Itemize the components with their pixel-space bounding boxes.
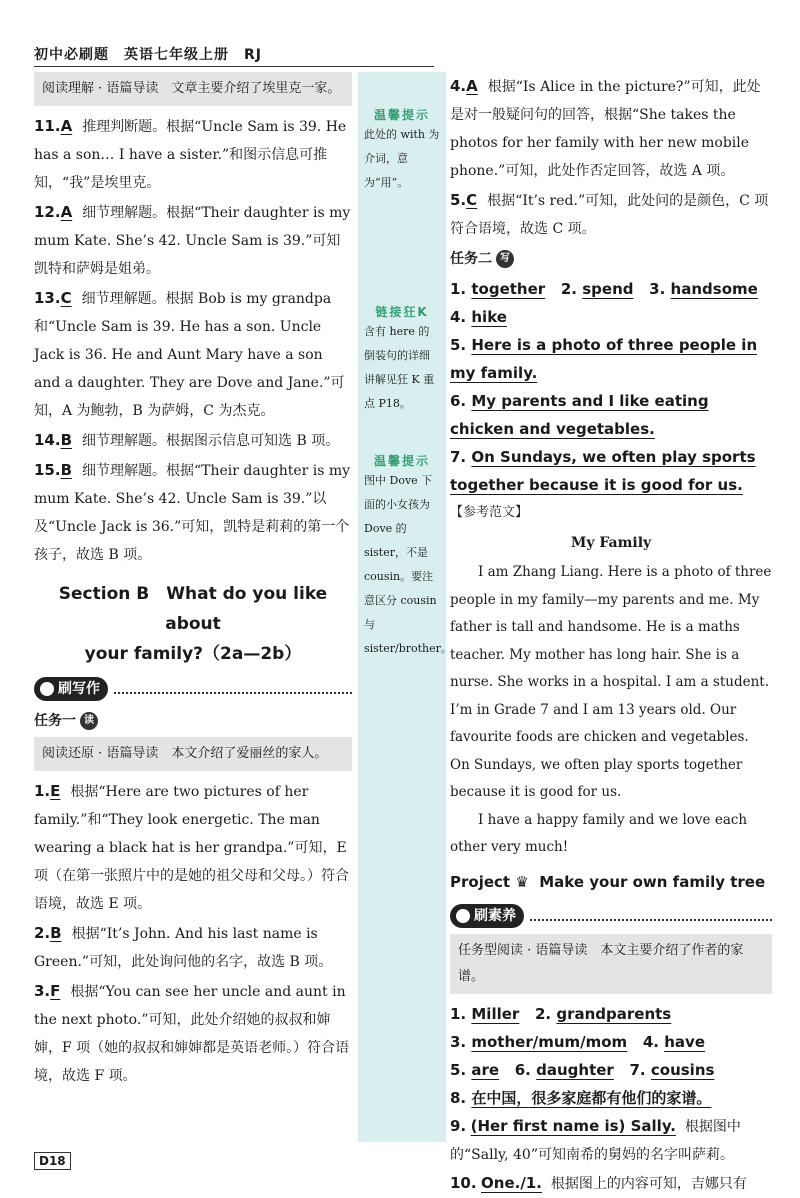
pen-icon [40,682,54,696]
answer-item: 3.F 根据“You can see her uncle and aunt in the next photo.”可知，此处介绍她的叔叔和婶婶，F 项（她的叔叔和婶婶都是英语老师。）符合语境，故选 F 项。 [34,982,350,1084]
answer-row: 10. One./1. 根据图上的内容可知，吉娜只有 [450,1173,747,1192]
header-rule [34,66,434,67]
dotted-divider [114,684,352,694]
model-essay: I am Zhang Liang. Here is a photo of three people in my family—my parents and me. My father is tall and handsome. He is a maths teacher. My mother has long hair. She is a nurse. She works in a hospital. I am a student. I’m in Grade 7 and I am 13 years old. Our favourite foods are chicken and vegetables. On Sundays, we often play sports together because it is good for us. I have a happy family and we love each other very much! [450,564,772,855]
answer-row: 4. hike [450,308,507,326]
answer-row: 6. My parents and I like eating chicken and vegetables. [450,392,709,438]
tip-block: 温馨提示 图中 Dove 下面的小女孩为 Dove 的 sister，不是 cousin。要注意区分 cousin 与 sister/brother。 [364,454,452,655]
read-icon: 读 [80,712,98,730]
literacy-tag: 刷素养 [450,904,524,928]
literacy-tag-bar [450,904,772,928]
reading-intro-box: 阅读理解 · 语篇导读 文章主要介绍了埃里克一家。 [34,72,352,106]
answer-row: 1. Miller 2. grandparents [450,1004,672,1023]
answer-item: 13.C 细节理解题。根据 Bob is my grandpa 和“Uncle Sam is 39. He has a son. Uncle Jack is 36. He and Aunt Mary have a son and a daughter. They are Dove and Jane.”可知，A 为鲍勃，B 为萨姆，C 为杰克。 [34,289,345,419]
answer-item: 14.B 细节理解题。根据图示信息可知选 B 项。 [34,431,340,449]
answer-item: 1.E 根据“Here are two pictures of her family.”和“They look energetic. The man wearing a black hat is her grandpa.”可知，E 项（在第一张照片中的是她的祖父母和父母。）符合语境，故选 E 项。 [34,782,349,912]
answer-item: 12.A 细节理解题。根据“Their daughter is my mum Kate. She’s 42. Uncle Sam is 39.”可知凯特和萨姆是姐弟。 [34,203,351,277]
tip-block: 温馨提示 此处的 with 为介词，意为“用”。 [364,108,440,189]
project-heading: Project ♛ Make your own family tree [450,872,766,891]
tips-strip [358,72,452,1142]
section-title: Section B What do you like about your family?（2a—2b） [58,584,328,664]
page-number: D18 [34,1152,71,1170]
pen-icon [456,909,470,923]
answer-item: 2.B 根据“It’s John. And his last name is Green.”可知，此处询问他的名字，故选 B 项。 [34,924,333,970]
answer-row: 5. are 6. daughter 7. cousins [450,1060,715,1079]
left-column [34,72,352,1091]
answer-row: 1. together 2. spend 3. handsome [450,280,758,298]
answer-item: 5.C 根据“It’s red.”可知，此处问的是颜色，C 项符合语境，故选 C 项。 [450,191,769,237]
answer-row: 9. (Her first name is) Sally. 根据图中的“Sally, 40”可知南希的舅妈的名字叫萨莉。 [450,1116,741,1163]
answer-item: 11.A 推理判断题。根据“Uncle Sam is 39. He has a son… I have a sister.”和图示信息可推知，“我”是埃里克。 [34,117,347,191]
answer-row: 5. Here is a photo of three people in my family. [450,336,758,382]
writing-tag: 刷写作 [34,677,108,701]
essay-title: My Family [570,535,652,551]
dotted-divider [530,911,772,921]
answer-row: 7. On Sundays, we often play sports together because it is good for us. [450,448,756,494]
crown-icon: ♛ [515,872,529,891]
restore-intro-box: 阅读还原 · 语篇导读 本文介绍了爱丽丝的家人。 [34,737,352,771]
answer-item: 4.A 根据“Is Alice in the picture?”可知，此处是对一般疑问句的回答，根据“She takes the photos for her family with her new mobile phone.”可知，此处作否定回答，故选 A 项。 [450,77,761,179]
running-header: 初中必刷题 英语七年级上册 RJ [34,47,262,63]
answer-row: 8. 在中国，很多家庭都有他们的家谱。 [450,1088,712,1107]
tip-block: 链接狂K 含有 here 的倒装句的详细讲解见狂 K 重点 P18。 [364,305,435,410]
write-icon: 写 [496,250,514,268]
right-column [450,72,772,1198]
answer-row: 3. mother/mum/mom 4. have [450,1032,706,1051]
answer-item: 15.B 细节理解题。根据“Their daughter is my mum Kate. She’s 42. Uncle Sam is 39.”以及“Uncle Jack is 36.”可知，凯特是莉莉的第一个孩子，故选 B 项。 [34,461,351,563]
reference-label: 【参考范文】 [450,505,529,520]
task-reading-intro-box: 任务型阅读 · 语篇导读 本文主要介绍了作者的家谱。 [450,934,772,994]
task-heading: 任务二 写 [450,245,772,273]
task-heading: 任务一 读 [34,707,352,735]
writing-tag-bar [34,677,352,701]
